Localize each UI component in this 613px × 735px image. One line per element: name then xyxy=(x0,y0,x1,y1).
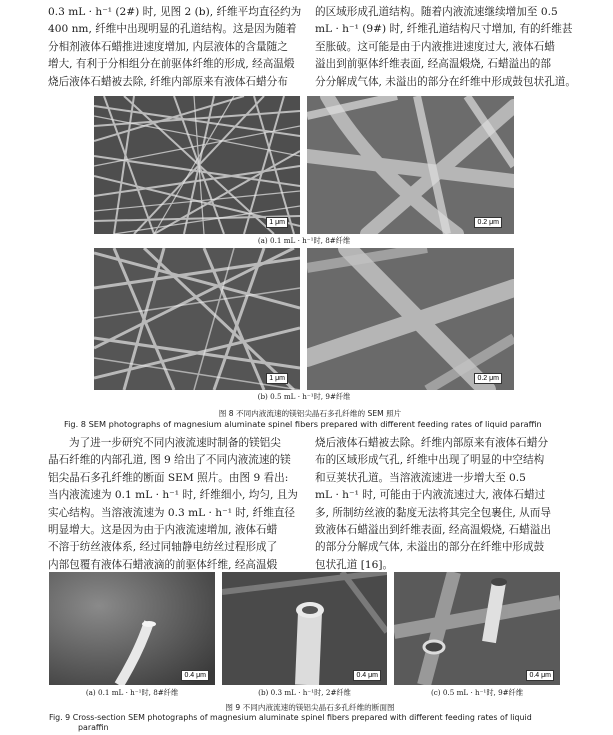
fiber-closeup-image xyxy=(307,248,514,390)
fiber-closeup-image xyxy=(307,96,514,234)
fig9-subcaption-a: (a) 0.1 mL · h⁻¹时, 8#纤维 xyxy=(85,688,179,697)
top-left-paragraph xyxy=(48,4,302,91)
sem-image-9c xyxy=(394,572,560,685)
cross-section-image xyxy=(49,572,215,685)
scale-bar: 0.4 μm xyxy=(181,670,209,681)
fig9-caption-en-line1: Fig. 9 Cross-section SEM photographs of magnesium aluminate spinel fibers prepared with different feeding rates of liquid xyxy=(49,713,532,722)
text-line: 和豆荚状孔道。当溶液流速进一步增大至 0.5 xyxy=(315,471,526,484)
sem-image-8a-left xyxy=(94,96,300,234)
cross-section-image xyxy=(394,572,560,685)
fig8-subcaption-b: (b) 0.5 mL · h⁻¹时, 9#纤维 xyxy=(257,392,351,401)
text-line: 铝尖晶石多孔纤维的断面 SEM 照片。由图 9 看出: xyxy=(48,471,289,484)
text-line: 为了进一步研究不同内液流速时制备的镁铝尖 xyxy=(69,437,281,449)
scale-bar: 1 μm xyxy=(266,373,288,384)
text-line: 0.3 mL · h⁻¹ (2#) 时, 见图 2 (b), 纤维平均直径约为 xyxy=(48,6,302,18)
fiber-mesh-image xyxy=(94,248,300,390)
text-line: 致液体石蜡溢出到纤维表面, 经高温煅烧, 石蜡溢出 xyxy=(315,524,551,537)
text-line: 内部包覆有液体石蜡液滴的前驱体纤维, 经高温煅 xyxy=(48,558,278,571)
text-line: 增大, 有利于分相组分在前驱体纤维的形成, 经高温煅 xyxy=(48,58,295,71)
scale-bar: 0.2 μm xyxy=(474,217,502,228)
scale-bar: 0.4 μm xyxy=(353,670,381,681)
text-line: 至胀破。这可能是由于内液推进速度过大, 液体石蜡 xyxy=(315,40,555,53)
fig9-subcaption-c: (c) 0.5 mL · h⁻¹时, 9#纤维 xyxy=(430,688,524,697)
text-line: 的区域形成孔道结构。随着内液流速继续增加至 0.5 xyxy=(315,6,558,18)
text-line: 的部分分解成气体, 未溢出的部分在纤维中形成鼓 xyxy=(315,541,545,554)
text-line: 烧后液体石蜡被去除, 纤维内部原来有液体石蜡分布 xyxy=(48,75,288,88)
text-line: 分分解成气体, 未溢出的部分在纤维中形成鼓包状孔道。 xyxy=(315,75,576,88)
text-line: 400 nm, 纤维中出现明显的孔道结构。这是因为随着 xyxy=(48,23,297,36)
fig8-caption-cn: 图 8 不同内液流速的镁铝尖晶石多孔纤维的 SEM 照片 xyxy=(218,409,402,418)
fig9-caption-cn: 图 9 不同内液流速的镁铝尖晶石多孔纤维的断面图 xyxy=(225,703,395,712)
sem-image-9a xyxy=(49,572,215,685)
text-line: 明显增大。这是因为由于内液流速增加, 液体石蜡 xyxy=(48,524,278,537)
sem-image-8a-right xyxy=(307,96,514,234)
sem-image-8b-left xyxy=(94,248,300,390)
text-line: 多, 所制纺丝液的黏度无法将其完全包裹住, 从而导 xyxy=(315,506,551,519)
mid-left-paragraph xyxy=(48,435,300,574)
fig9-subcaption-b: (b) 0.3 mL · h⁻¹时, 2#纤维 xyxy=(258,688,351,697)
fiber-mesh-image xyxy=(94,96,300,234)
text-line: 烧后液体石蜡被去除。纤维内部原来有液体石蜡分 xyxy=(315,437,549,449)
text-line: 分相剂液体石蜡推进速度增加, 内层液体的含量随之 xyxy=(48,40,288,53)
sem-image-9b xyxy=(222,572,387,685)
sem-image-8b-right xyxy=(307,248,514,390)
mid-right-paragraph xyxy=(315,435,570,574)
top-right-paragraph xyxy=(315,4,576,91)
scale-bar: 0.4 μm xyxy=(526,670,554,681)
fig9-caption-en-line2: paraffin xyxy=(78,723,109,732)
scale-bar: 0.2 μm xyxy=(474,373,502,384)
text-line: 当内液流速为 0.1 mL · h⁻¹ 时, 纤维细小, 均匀, 且为 xyxy=(48,489,298,502)
text-line: 溢出到前驱体纤维表面, 经高温煅烧, 石蜡溢出的部 xyxy=(315,58,551,71)
text-line: 包状孔道 [16]。 xyxy=(315,558,394,571)
text-line: mL · h⁻¹ (9#) 时, 纤维孔道结构尺寸增加, 有的纤维甚 xyxy=(315,23,573,36)
scale-bar: 1 μm xyxy=(266,217,288,228)
text-line: 实心结构。当溶液流速为 0.3 mL · h⁻¹ 时, 纤维直径 xyxy=(48,506,296,519)
text-line: mL · h⁻¹ 时, 可能由于内液流速过大, 液体石蜡过 xyxy=(315,489,546,502)
text-line: 晶石纤维的内部孔道, 图 9 给出了不同内液流速的镁 xyxy=(48,454,291,467)
text-line: 布的区域形成气孔, 纤维中出现了明显的中空结构 xyxy=(315,454,545,467)
fig8-caption-en: Fig. 8 SEM photographs of magnesium aluminate spinel fibers prepared with different feeding rates of liquid paraffin xyxy=(64,419,542,429)
text-line: 不溶于纺丝液体系, 经过同轴静电纺丝过程形成了 xyxy=(48,541,278,554)
fig8-subcaption-a: (a) 0.1 mL · h⁻¹时, 8#纤维 xyxy=(257,236,351,245)
cross-section-image xyxy=(222,572,387,685)
